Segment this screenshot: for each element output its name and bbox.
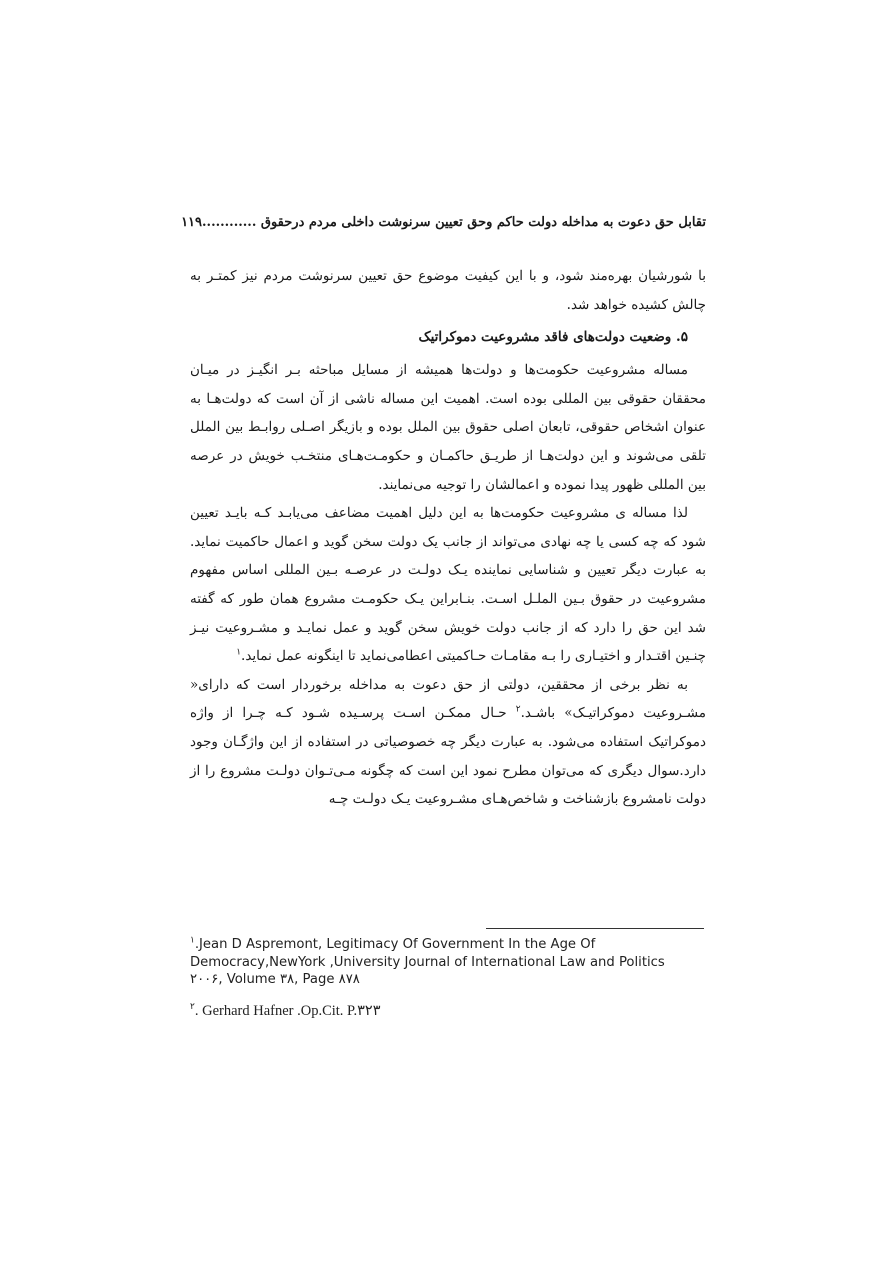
footnote-ref-2[interactable]: ۲ (515, 704, 521, 715)
paragraph-legitimacy-importance (190, 499, 706, 671)
footnote-text: .Jean D Aspremont, Legitimacy Of Government In the Age Of (194, 937, 596, 952)
footnote-ref-1[interactable]: ۱ (236, 647, 242, 658)
page-number: ۱۱۹ (181, 215, 203, 230)
running-head-title: تقابل حق دعوت به مداخله دولت حاکم وحق تعیین سرنوشت داخلی مردم درحقوق (260, 215, 706, 230)
footnote-text: . Gerhard Hafner .Op.Cit. P.۳۲۳ (194, 1002, 381, 1019)
paragraph-text: لذا مساله ی مشروعیت حکومت‌ها به این دلیل اهمیت مضاعف می‌یابـد کـه بایـد تعیین شود که چه کسی یا چه نهادی می‌تواند از جانب یک دولت سخن گوید و اعمال حاکمیت نماید. به عبارت دیگر تعیین و شناسایی نماینده یـک دولـت در عرصـه بـین المللی اساس مفهوم مشروعیت در حقوق بـین الملـل اسـت. بنـابراین یـک حکومـت مشروع همان طور که گفته شد این حق را دارد که از جانب دولت خویش سخن گوید و عمل نمایـد و مشـروعیت نیـز چنـین اقتـدار و اختیـاری را بـه مقامـات حـاکمیتی اعطامی‌نماید تا اینگونه عمل نماید. (190, 505, 706, 665)
footnote-text: ۲۰۰۶, Volume ۳۸, Page ۸۷۸ (190, 972, 360, 987)
running-head (181, 213, 706, 233)
footnote-1 (190, 936, 706, 989)
footnote-number: ۱ (190, 935, 195, 946)
footnote-number: ۲ (190, 1000, 195, 1011)
running-head-leader: ............ (202, 215, 261, 230)
paragraph-legitimacy-issue: مساله مشروعیت حکومت‌ها و دولت‌ها همیشه از مسایل مباحثه بـر انگیـز در میـان محققان حقوقی بین المللی بوده است. اهمیت این مساله ناشی از آن است که دولت‌هـا به عنوان اشخاص حقوقی، تابعان اصلی حقوق بین الملل بوده و بازیگر اصـلی روابـط بین الملل تلقی می‌شوند و این دولت‌هـا از طریـق حاکمـان و حکومـت‌هـای منتخـب خویش در عرصه بین المللی ظهور پیدا نموده و اعمالشان را توجیه می‌نمایند. (190, 362, 706, 493)
footnote-2 (190, 1001, 706, 1021)
paragraph-democratic-legitimacy (190, 671, 706, 814)
body-text (190, 262, 706, 814)
section-heading: ۵. وضعیت دولت‌های فاقد مشروعیت دموکراتیک (418, 329, 688, 346)
paragraph-text: حـال ممکـن اسـت پرسـیده شـود کـه چـرا از واژه دموکراتیک استفاده می‌شود. به عبارت دیگر چه خصوصیاتی در استفاده از این واژگـان وجود دارد.سوال دیگری که می‌توان مطرح نمود این است که چگونه مـی‌تـوان دولـت مشروع را از دولت نامشروع بازشناخت و شاخص‌هـای مشـروعیت یـک دولـت چـه (190, 705, 706, 808)
footnotes (190, 936, 706, 1021)
footnote-text: Democracy,NewYork ,University Journal of International Law and Politics (190, 954, 665, 970)
paragraph-continuation: با شورشیان بهره‌مند شود، و با این کیفیت موضوع حق تعیین سرنوشت مردم نیز کمتـر به چالش کشیده خواهد شد. (190, 268, 706, 313)
paragraph-text: به نظر برخی از محققین، دولتی از حق دعوت به مداخله برخوردار است که دارای« مشـروعیت دموکراتیـک» باشـد. (190, 676, 706, 722)
footnote-separator (486, 928, 704, 929)
